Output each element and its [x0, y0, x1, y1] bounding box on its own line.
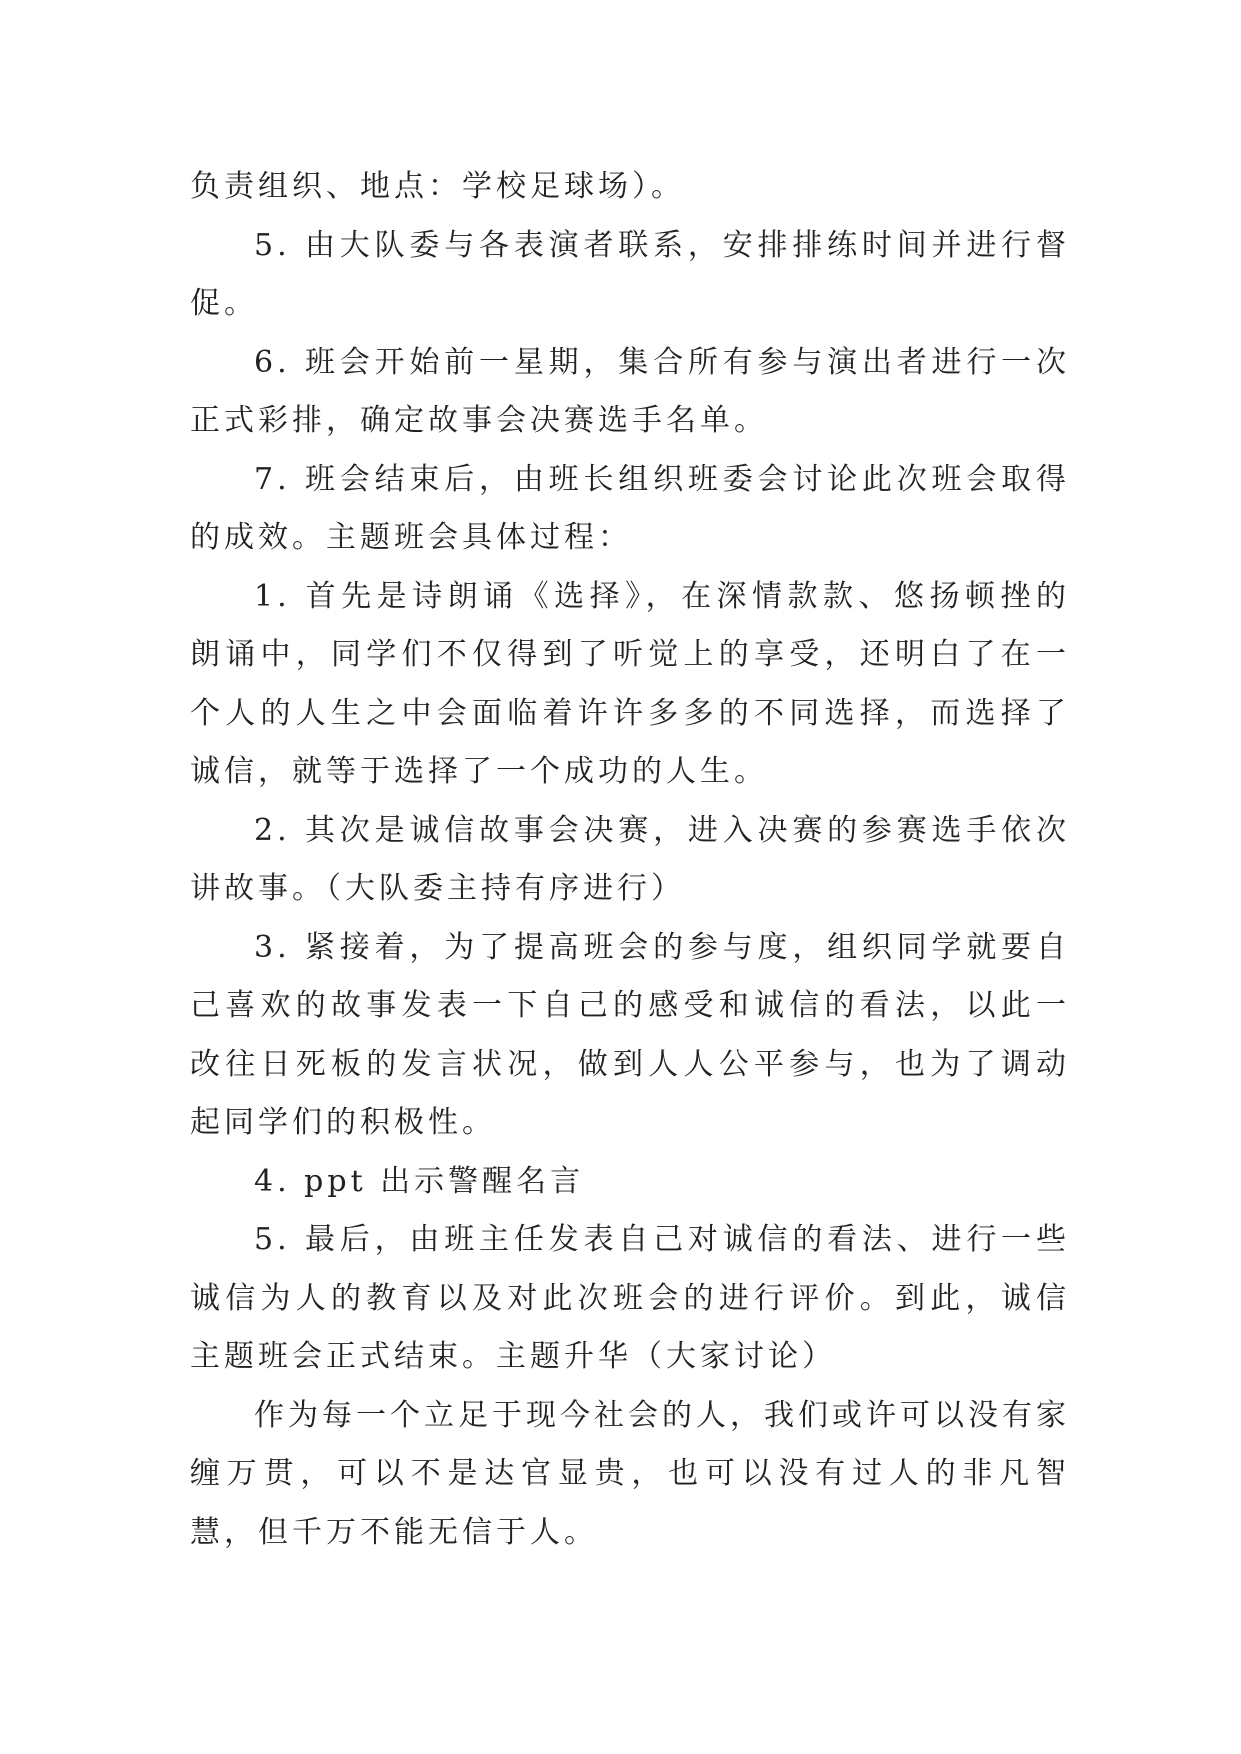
- paragraph-step-6: 6. 班会开始前一星期，集合所有参与演出者进行一次正式彩排，确定故事会决赛选手名单。: [190, 344, 1070, 438]
- paragraph-process-2: 2. 其次是诚信故事会决赛，进入决赛的参赛选手依次讲故事。（大队委主持有序进行）: [190, 812, 1070, 906]
- document-body: [190, 158, 1070, 1562]
- paragraph-process-4: 4. ppt 出示警醒名言: [254, 1163, 585, 1199]
- paragraph-step-7: 7. 班会结束后，由班长组织班委会讨论此次班会取得的成效。主题班会具体过程：: [190, 461, 1070, 555]
- paragraph-continuation: 负责组织、地点：学校足球场）。: [190, 169, 685, 204]
- paragraph-process-5: 5. 最后，由班主任发表自己对诚信的看法、进行一些诚信为人的教育以及对此次班会的进行评价。到此，诚信主题班会正式结束。主题升华（大家讨论）: [190, 1222, 1070, 1374]
- paragraph-process-3: 3. 紧接着，为了提高班会的参与度，组织同学就要自己喜欢的故事发表一下自己的感受和诚信的看法，以此一改往日死板的发言状况，做到人人公平参与，也为了调动起同学们的积极性。: [190, 929, 1070, 1140]
- paragraph-conclusion: 作为每一个立足于现今社会的人，我们或许可以没有家缠万贯，可以不是达官显贵，也可以没有过人的非凡智慧，但千万不能无信于人。: [190, 1397, 1070, 1550]
- paragraph-process-1: 1. 首先是诗朗诵《选择》，在深情款款、悠扬顿挫的朗诵中，同学们不仅得到了听觉上的享受，还明白了在一个人的人生之中会面临着许许多多的不同选择，而选择了诚信，就等于选择了一个成功的人生。: [190, 578, 1070, 789]
- paragraph-step-5: 5. 由大队委与各表演者联系，安排排练时间并进行督促。: [190, 227, 1070, 321]
